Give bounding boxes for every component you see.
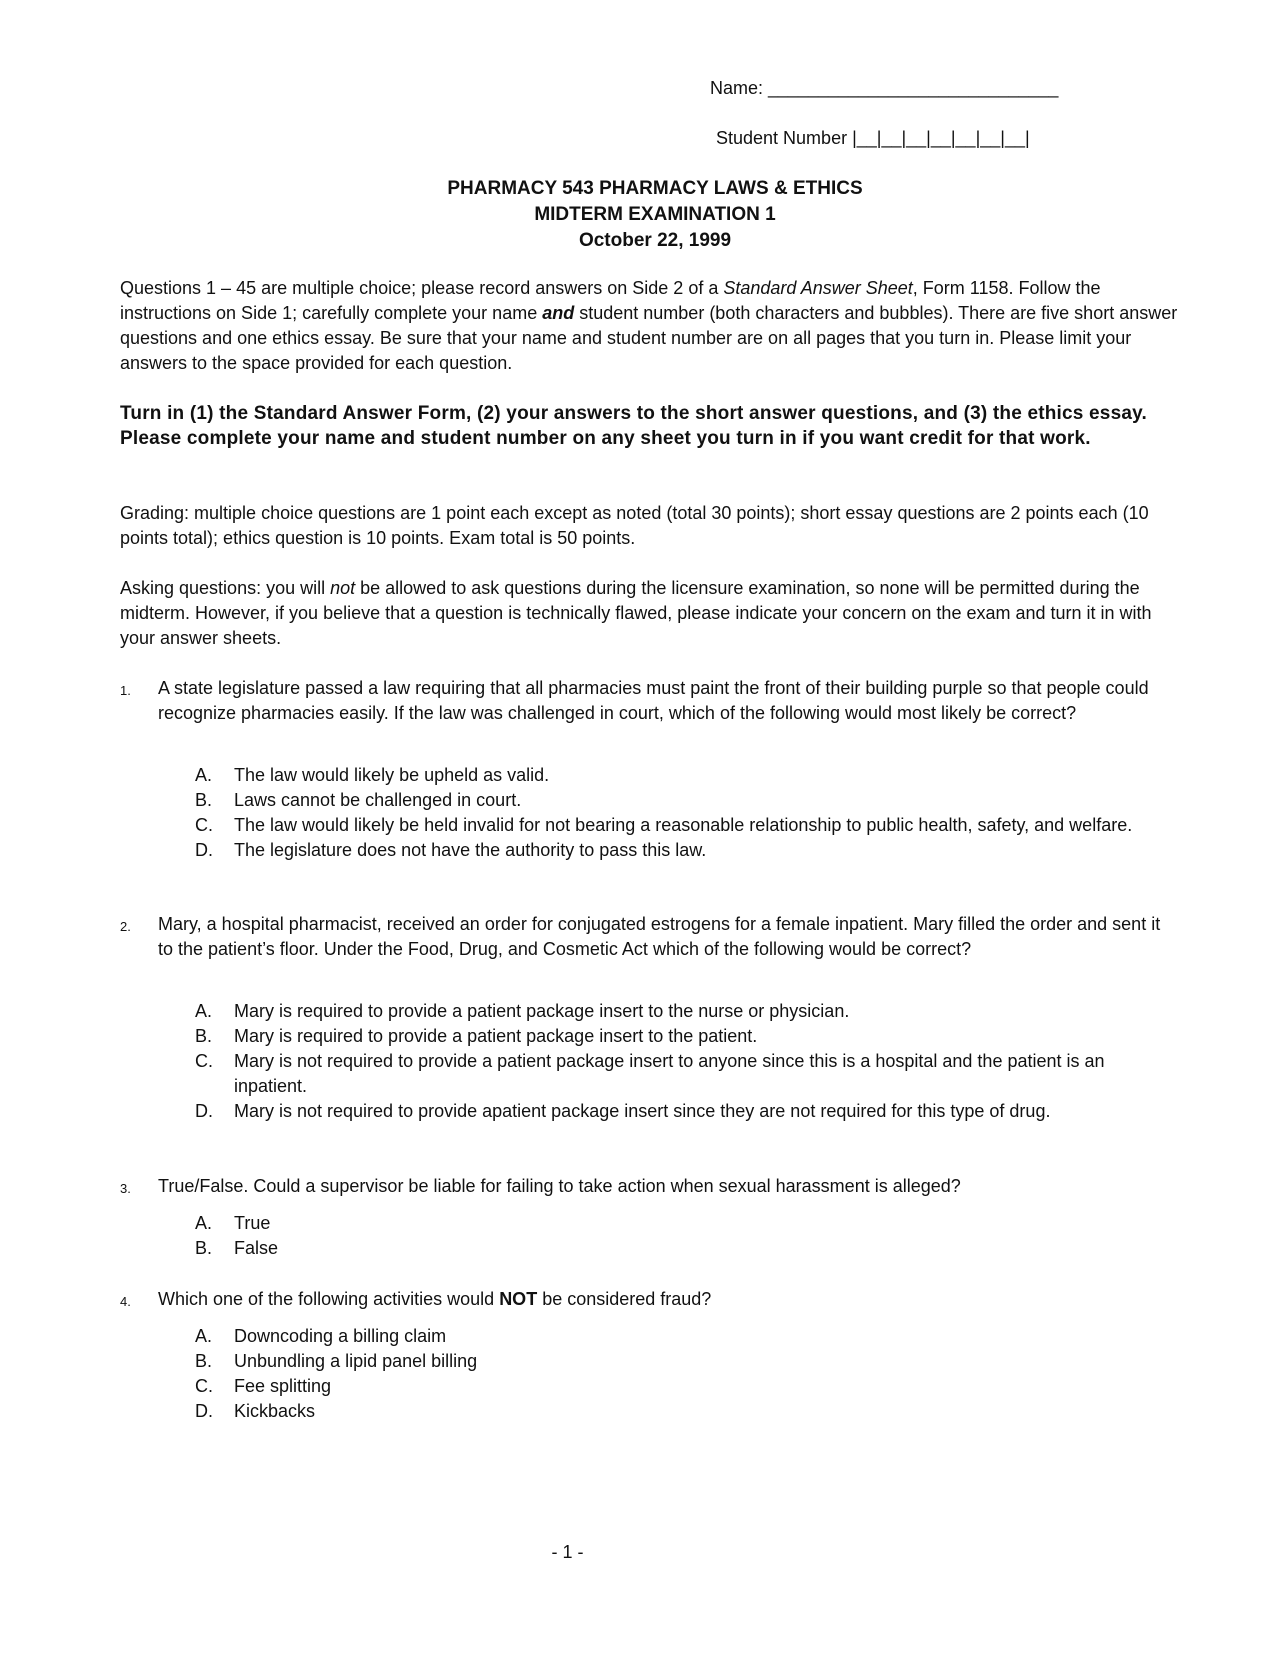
question-number: 2. xyxy=(120,919,131,934)
choice-text: Mary is not required to provide a patient package insert to anyone since this is a hospital and the patient is an inpatient. xyxy=(234,1051,1105,1096)
choice-letter: A. xyxy=(195,765,213,785)
choice-text: Kickbacks xyxy=(234,1401,316,1421)
choice-item xyxy=(195,813,1180,838)
choice-text: Mary is required to provide a patient package insert to the patient. xyxy=(234,1026,758,1046)
question-number: 3. xyxy=(120,1181,131,1196)
asking-italic: not xyxy=(330,578,356,598)
choice-item xyxy=(195,1236,1180,1261)
choice-letter: D. xyxy=(195,1101,213,1121)
name-blank: _____________________________ xyxy=(768,78,1059,98)
student-number-label: Student Number xyxy=(716,128,853,148)
instructions-text-3: student number (both characters and bubbles). There are five short answer questions and one ethics essay. Be sure that your name and student number are on all pages that you turn in. Please limit your answers to the space provided for each question. xyxy=(120,303,1178,373)
choice-text: Fee splitting xyxy=(234,1376,332,1396)
choice-item xyxy=(195,1024,1180,1049)
choice-letter: C. xyxy=(195,1051,213,1071)
name-field-line xyxy=(710,76,1058,101)
choice-text: False xyxy=(234,1238,279,1258)
choice-letter: B. xyxy=(195,1238,213,1258)
choice-item xyxy=(195,838,1180,863)
question-text-part-2: be considered fraud? xyxy=(537,1289,712,1309)
question-text-part: Which one of the following activities would xyxy=(158,1289,500,1309)
choice-text: The law would likely be held invalid for not bearing a reasonable relationship to public health, safety, and welfare. xyxy=(234,815,1133,835)
choice-text: The legislature does not have the authority to pass this law. xyxy=(234,840,707,860)
exam-date: October 22, 1999 xyxy=(578,230,732,251)
choice-item xyxy=(195,1211,1180,1236)
asking-text-2: be allowed to ask questions during the licensure examination, so none will be permitted during the midterm. However, if you believe that a question is technically flawed, please indicate your concern on the exam and turn it in with your answer sheets. xyxy=(120,578,1152,648)
choice-item xyxy=(195,1374,1180,1399)
course-title: PHARMACY 543 PHARMACY LAWS & ETHICS xyxy=(447,178,863,199)
choice-letter: B. xyxy=(195,790,213,810)
question-number: 1. xyxy=(120,683,131,698)
question-text: A state legislature passed a law requiring that all pharmacies must paint the front of their building purple so that people could recognize pharmacies easily. If the law was challenged in court, which of the following would most likely be correct? xyxy=(158,678,1149,723)
choice-item xyxy=(195,999,1180,1024)
instructions-text: Questions 1 – 45 are multiple choice; please record answers on Side 2 of a xyxy=(120,278,724,298)
choice-text: Mary is required to provide a patient package insert to the nurse or physician. xyxy=(234,1001,850,1021)
asking-questions-paragraph xyxy=(120,576,1180,651)
choice-letter: B. xyxy=(195,1026,213,1046)
name-label: Name: xyxy=(710,78,769,98)
asking-text: Asking questions: you will xyxy=(120,578,331,598)
choice-letter: D. xyxy=(195,840,213,860)
grading-paragraph: Grading: multiple choice questions are 1 point each except as noted (total 30 points); short essay questions are 2 points each (10 points total); ethics question is 10 points. Exam total is 50 points. xyxy=(120,503,1149,548)
choice-item xyxy=(195,1349,1180,1374)
student-number-boxes: |__|__|__|__|__|__|__| xyxy=(852,128,1030,148)
choice-letter: A. xyxy=(195,1213,213,1233)
question-number: 4. xyxy=(120,1294,131,1309)
choice-text: True xyxy=(234,1213,271,1233)
instructions-paragraph xyxy=(120,276,1180,376)
choice-letter: C. xyxy=(195,1376,213,1396)
choice-list xyxy=(195,999,1180,1124)
question-text: Mary, a hospital pharmacist, received an order for conjugated estrogens for a female inpatient. Mary filled the order and sent it to the patient’s floor. Under the Food, Drug, and Cosmetic Act which of the following would be correct? xyxy=(158,914,1161,959)
choice-letter: A. xyxy=(195,1001,213,1021)
question-text xyxy=(158,1287,1180,1312)
choice-letter: D. xyxy=(195,1401,213,1421)
choice-list xyxy=(195,763,1180,863)
choice-text: Downcoding a billing claim xyxy=(234,1326,447,1346)
choice-item xyxy=(195,1399,1180,1424)
question-text: True/False. Could a supervisor be liable for failing to take action when sexual harassment is alleged? xyxy=(158,1176,961,1196)
choice-text: Mary is not required to provide apatient package insert since they are not required for this type of drug. xyxy=(234,1101,1051,1121)
choice-list xyxy=(195,1324,1180,1424)
exam-title: MIDTERM EXAMINATION 1 xyxy=(534,204,776,225)
page-number: - 1 - xyxy=(551,1542,584,1562)
instructions-text-2: , Form 1158. Follow the instructions on Side 1; carefully complete your name xyxy=(120,278,1101,323)
choice-text: Unbundling a lipid panel billing xyxy=(234,1351,478,1371)
choice-list xyxy=(195,1211,1180,1261)
choice-text: The law would likely be upheld as valid. xyxy=(234,765,550,785)
choice-item xyxy=(195,1049,1180,1099)
instructions-italic: Standard Answer Sheet xyxy=(723,278,913,298)
question-emphasis: NOT xyxy=(499,1289,538,1309)
choice-letter: B. xyxy=(195,1351,213,1371)
turn-in-paragraph: Turn in (1) the Standard Answer Form, (2) your answers to the short answer questions, and (3) the ethics essay. Please complete your name and student number on any sheet you turn in if you want credit for that work. xyxy=(120,403,1147,449)
choice-letter: A. xyxy=(195,1326,213,1346)
choice-item xyxy=(195,763,1180,788)
choice-item xyxy=(195,1324,1180,1349)
exam-title-block xyxy=(0,176,1280,254)
choice-text: Laws cannot be challenged in court. xyxy=(234,790,522,810)
student-number-line xyxy=(716,126,1030,151)
instructions-emphasis: and xyxy=(542,303,575,323)
choice-letter: C. xyxy=(195,815,213,835)
choice-item xyxy=(195,1099,1180,1124)
choice-item xyxy=(195,788,1180,813)
